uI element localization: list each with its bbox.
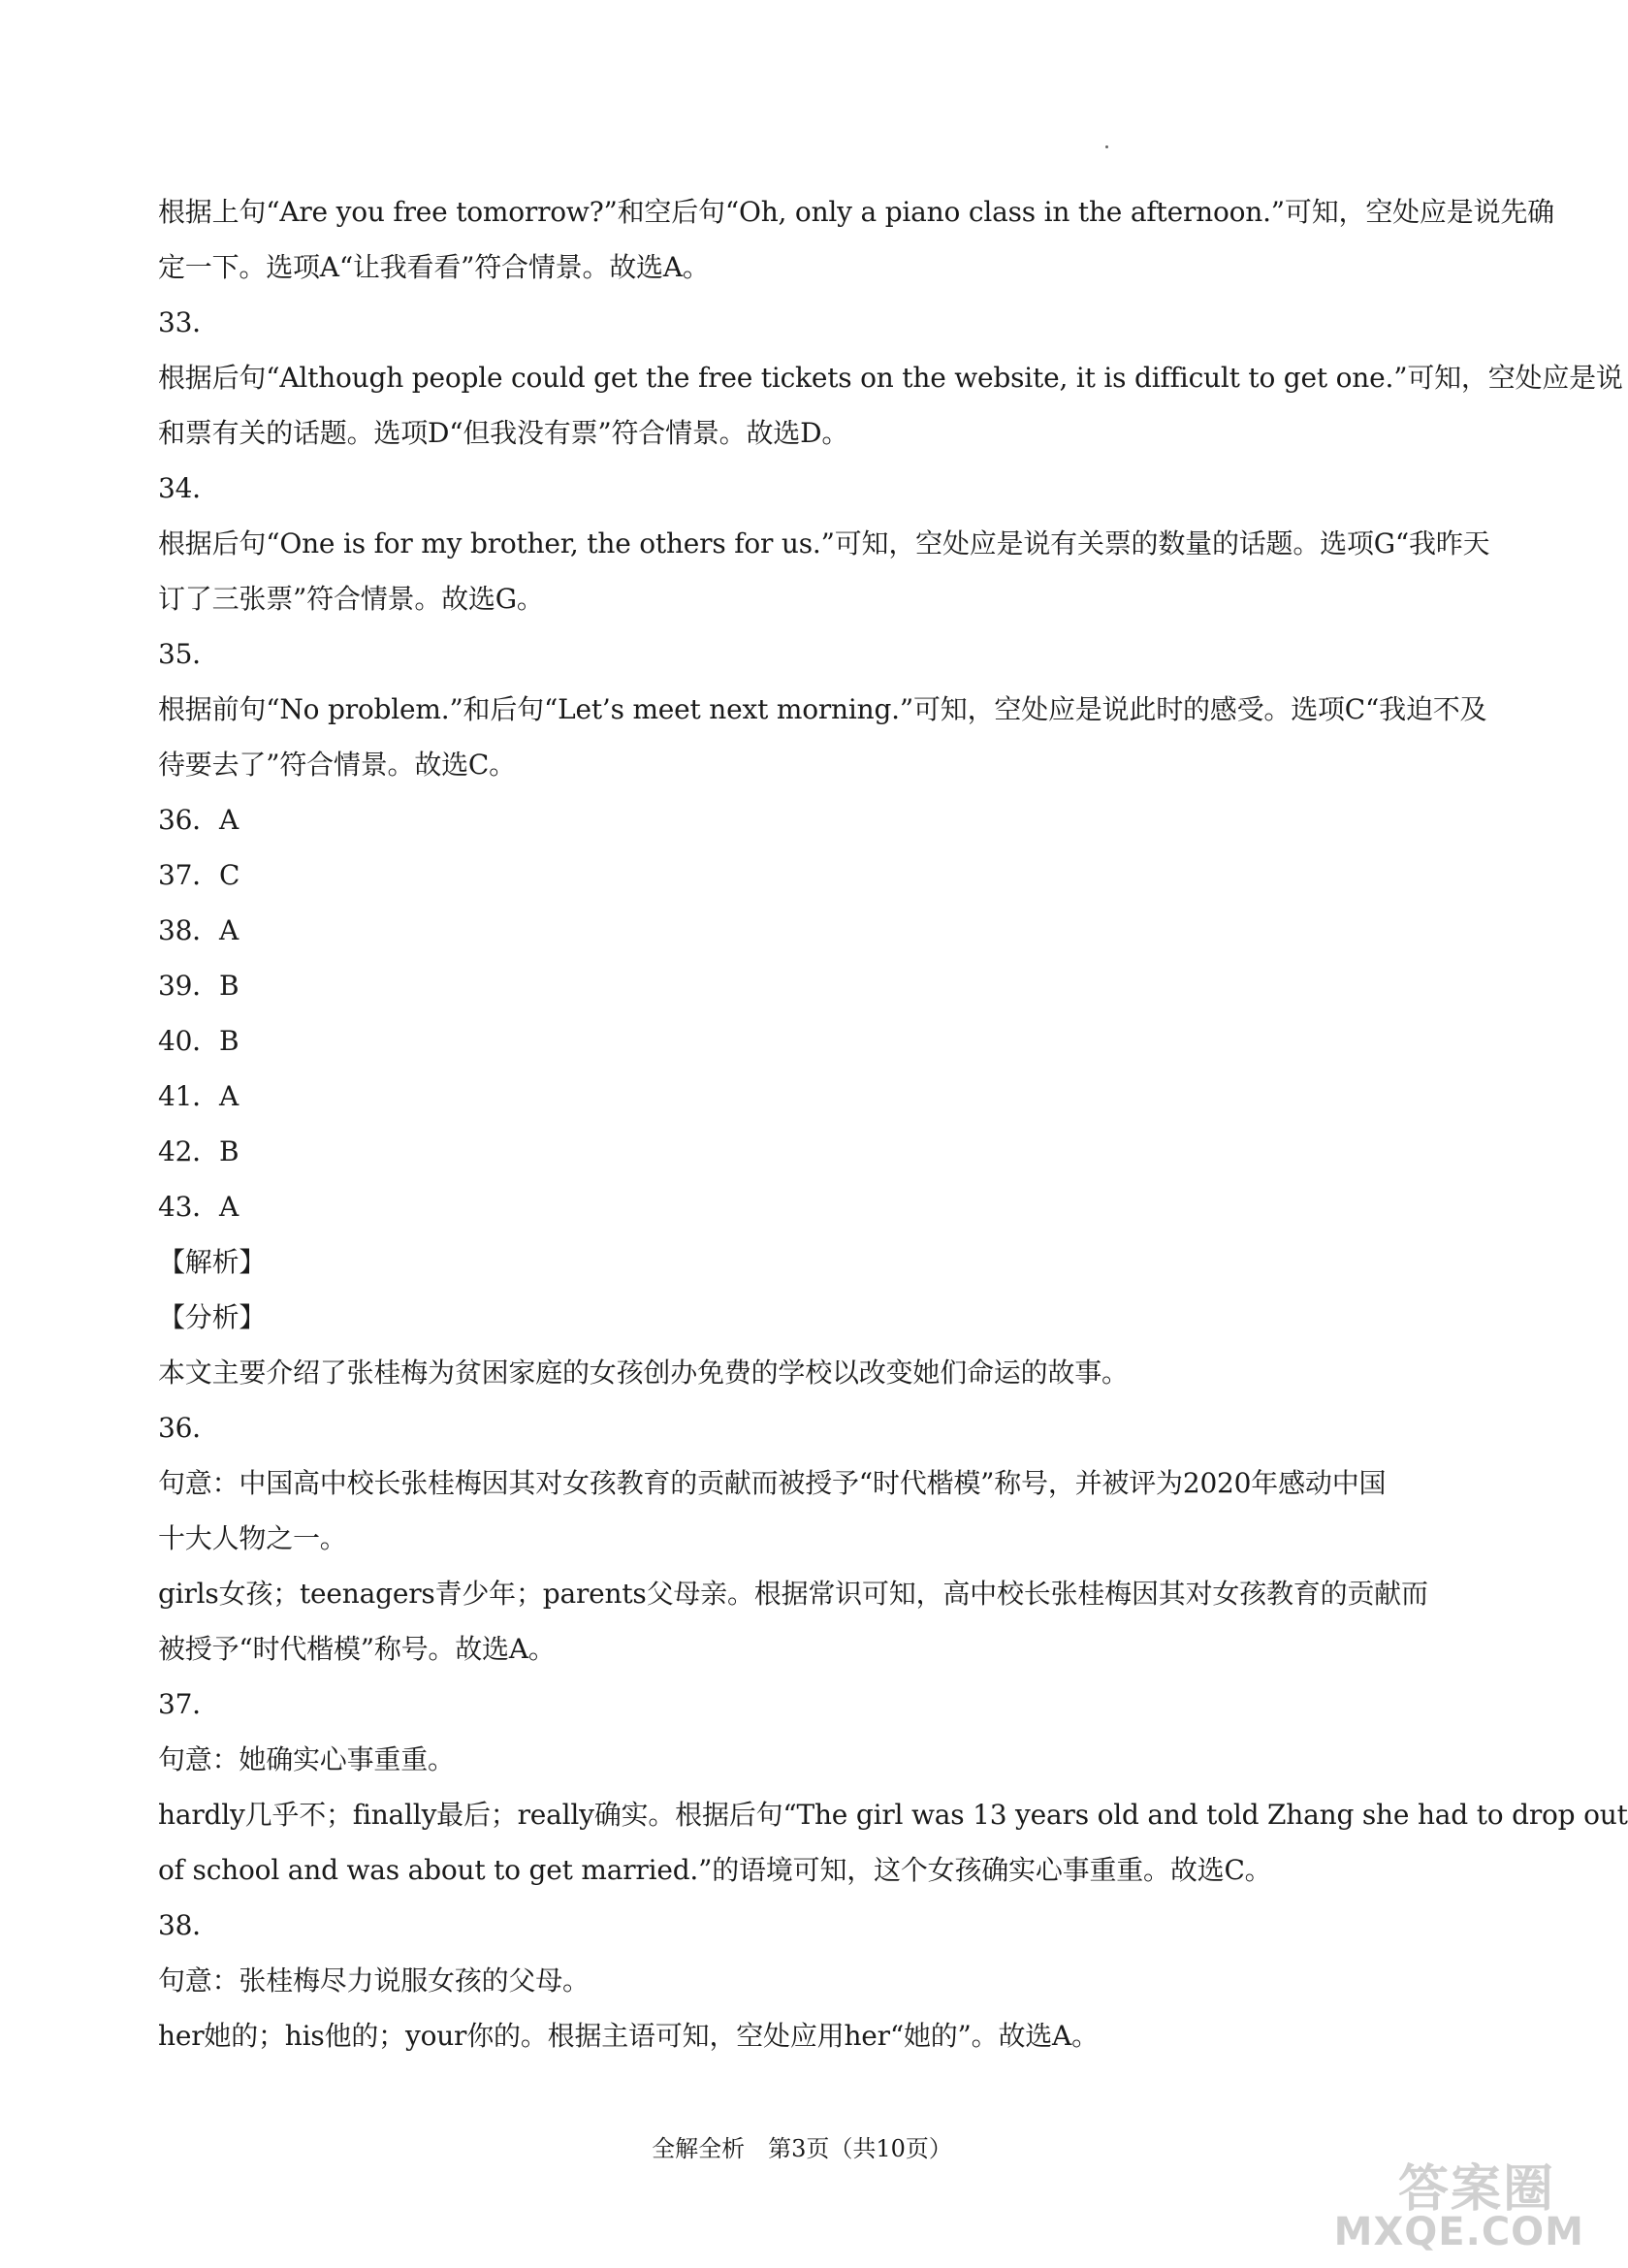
text-line: 句意：中国高中校长张桂梅因其对女孩教育的贡献而被授予“时代楷模”称号，并被评为2020年感动中国 <box>158 1467 1387 1499</box>
watermark-bottom-text: MXQE.COM <box>1333 2210 1584 2254</box>
text-line: 根据前句“No problem.”和后句“Let’s meet next morning.”可知，空处应是说此时的感受。选项C“我迫不及 <box>158 693 1487 725</box>
document-body <box>158 184 1628 2063</box>
text-line: 订了三张票”符合情景。故选G。 <box>158 583 544 615</box>
section-heading-breakdown: 【分析】 <box>158 1301 267 1333</box>
text-line: 被授予“时代楷模”称号。故选A。 <box>158 1633 556 1665</box>
answer-line: 37．C <box>158 859 240 891</box>
text-line: 和票有关的话题。选项D“但我没有票”符合情景。故选D。 <box>158 417 849 449</box>
text-line: her她的；his他的；your你的。根据主语可知，空处应用her“她的”。故选A。 <box>158 2020 1099 2052</box>
question-number: 33． <box>158 306 220 338</box>
page-footer: 全解全析 第3页（共10页） <box>652 2135 952 2162</box>
text-line: 十大人物之一。 <box>158 1522 347 1554</box>
text-line: hardly几乎不；finally最后；really确实。根据后句“The girl was 13 years old and told Zhang she had to drop out <box>158 1799 1628 1831</box>
answer-line: 43．A <box>158 1191 239 1223</box>
answer-line: 38．A <box>158 914 239 946</box>
text-line: of school and was about to get married.”的语境可知，这个女孩确实心事重重。故选C。 <box>158 1854 1272 1886</box>
section-heading-analysis: 【解析】 <box>158 1246 267 1278</box>
answer-line: 36．A <box>158 804 239 836</box>
answer-line: 40．B <box>158 1025 239 1057</box>
question-number: 37． <box>158 1688 220 1720</box>
text-line: 根据后句“Although people could get the free tickets on the website, it is difficult to get one.”可知，空处应是说 <box>158 362 1623 394</box>
watermark-top-text: 答案圈 <box>1397 2160 1555 2219</box>
text-line: 句意：张桂梅尽力说服女孩的父母。 <box>158 1965 590 1996</box>
answer-line: 42．B <box>158 1135 239 1167</box>
question-number: 34． <box>158 472 220 504</box>
answer-line: 39．B <box>158 970 239 1002</box>
question-number: 36． <box>158 1412 220 1444</box>
question-number: 35． <box>158 638 220 670</box>
text-line: 待要去了”符合情景。故选C。 <box>158 749 516 781</box>
text-line: 本文主要介绍了张桂梅为贫困家庭的女孩创办免费的学校以改变她们命运的故事。 <box>158 1357 1129 1389</box>
text-line: girls女孩；teenagers青少年；parents父母亲。根据常识可知，高中校长张桂梅因其对女孩教育的贡献而 <box>158 1578 1428 1610</box>
question-number: 38． <box>158 1909 220 1941</box>
text-line: 定一下。选项A“让我看看”符合情景。故选A。 <box>158 251 710 283</box>
text-line: 根据上句“Are you free tomorrow?”和空后句“Oh, only a piano class in the afternoon.”可知，空处应是说先确 <box>158 196 1554 228</box>
watermark-logo <box>1333 2148 1584 2254</box>
text-line: 句意：她确实心事重重。 <box>158 1743 455 1775</box>
scan-dot <box>1105 145 1108 148</box>
answer-line: 41．A <box>158 1080 239 1112</box>
text-line: 根据后句“One is for my brother, the others for us.”可知，空处应是说有关票的数量的话题。选项G“我昨天 <box>158 527 1490 559</box>
